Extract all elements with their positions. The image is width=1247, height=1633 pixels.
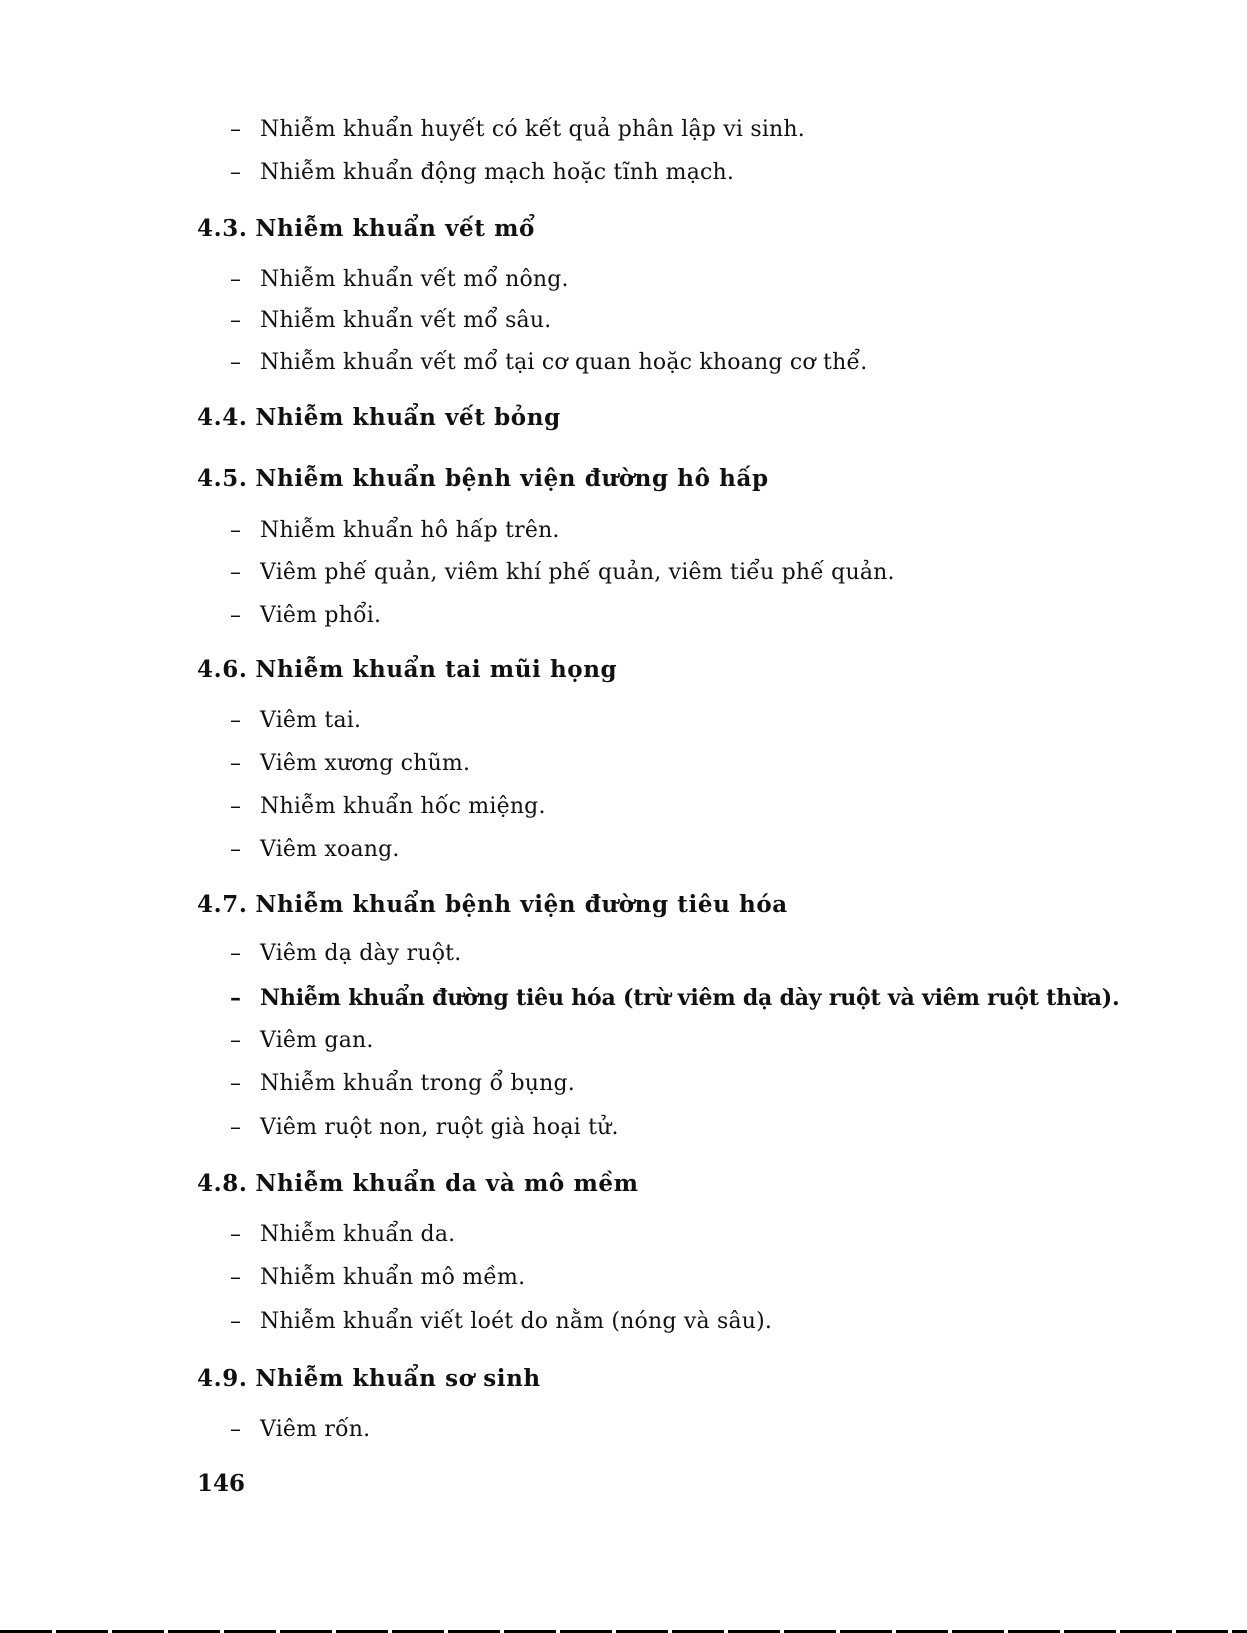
list-dash: – (230, 751, 242, 776)
list-dash: – (230, 1417, 242, 1442)
list-dash: – (230, 1222, 242, 1247)
section-heading (197, 215, 535, 243)
list-item-text: Viêm phổi. (260, 603, 382, 628)
list-item (230, 1417, 370, 1443)
list-item (230, 308, 551, 334)
list-item (230, 1265, 525, 1291)
section-heading (197, 656, 617, 684)
list-item-text: Viêm gan. (260, 1028, 374, 1053)
list-item (230, 603, 381, 629)
list-item (230, 1071, 575, 1097)
list-item-text: Nhiễm khuẩn vết mổ sâu. (260, 308, 552, 333)
section-title: Nhiễm khuẩn vết bỏng (255, 404, 561, 431)
list-item (230, 1115, 619, 1141)
list-dash: – (230, 1309, 242, 1334)
section-title: Nhiễm khuẩn vết mổ (255, 215, 536, 242)
list-item (230, 941, 461, 967)
list-item-text: Nhiễm khuẩn trong ổ bụng. (260, 1071, 575, 1096)
list-item (230, 117, 805, 143)
list-dash: – (230, 350, 242, 375)
list-dash: – (230, 117, 242, 142)
list-dash: – (230, 1115, 242, 1140)
list-item-text: Viêm xoang. (260, 837, 400, 862)
list-dash: – (230, 518, 242, 543)
list-dash: – (230, 560, 242, 585)
list-item-text: Nhiễm khuẩn mô mềm. (260, 1265, 526, 1290)
list-item-text: Viêm rốn. (260, 1417, 371, 1442)
list-item-text: Viêm xương chũm. (260, 751, 471, 776)
page-number: 146 (197, 1470, 246, 1497)
list-dash: – (230, 1028, 242, 1053)
section-title: Nhiễm khuẩn sơ sinh (255, 1365, 541, 1392)
list-item (230, 1222, 455, 1248)
list-dash: – (230, 794, 242, 819)
list-item-text: Viêm tai. (260, 708, 362, 733)
list-item (230, 560, 895, 586)
list-item (230, 837, 400, 863)
list-dash: – (230, 985, 241, 1011)
list-dash: – (230, 308, 242, 333)
list-item-text: Viêm phế quản, viêm khí phế quản, viêm tiểu phế quản. (260, 560, 895, 585)
list-dash: – (230, 941, 242, 966)
list-item-text: Nhiễm khuẩn hô hấp trên. (260, 518, 560, 543)
section-number: 4.5. (197, 465, 248, 492)
list-item-text: Nhiễm khuẩn hốc miệng. (260, 794, 546, 819)
section-title: Nhiễm khuẩn tai mũi họng (255, 656, 618, 683)
section-number: 4.4. (197, 404, 248, 431)
section-number: 4.9. (197, 1365, 248, 1392)
list-item (230, 1028, 374, 1054)
section-title: Nhiễm khuẩn da và mô mềm (255, 1170, 639, 1197)
list-dash: – (230, 708, 242, 733)
list-item-text: Nhiễm khuẩn vết mổ tại cơ quan hoặc khoang cơ thể. (260, 350, 868, 375)
section-title: Nhiễm khuẩn bệnh viện đường hô hấp (255, 465, 769, 492)
list-item-text: Nhiễm khuẩn động mạch hoặc tĩnh mạch. (260, 160, 735, 185)
section-number: 4.8. (197, 1170, 248, 1197)
list-item (230, 1309, 772, 1335)
list-item (230, 751, 470, 777)
section-heading (197, 465, 769, 493)
list-item (230, 350, 867, 376)
section-number: 4.7. (197, 891, 248, 918)
list-dash: – (230, 267, 242, 292)
section-title: Nhiễm khuẩn bệnh viện đường tiêu hóa (255, 891, 788, 918)
section-heading (197, 404, 561, 432)
list-item-text: Nhiễm khuẩn viết loét do nằm (nóng và sâu). (260, 1309, 773, 1334)
list-dash: – (230, 603, 242, 628)
list-item (230, 160, 734, 186)
section-heading (197, 891, 788, 919)
list-item (230, 267, 569, 293)
list-item-text: Nhiễm khuẩn huyết có kết quả phân lập vi sinh. (260, 117, 805, 142)
list-item (230, 985, 1119, 1011)
list-item-text: Viêm ruột non, ruột già hoại tử. (260, 1115, 619, 1140)
list-item (230, 794, 546, 820)
section-number: 4.6. (197, 656, 248, 683)
section-heading (197, 1365, 541, 1393)
list-item-text: Nhiễm khuẩn đường tiêu hóa (trừ viêm dạ dày ruột và viêm ruột thừa). (260, 985, 1120, 1011)
list-item (230, 708, 361, 734)
list-item-text: Nhiễm khuẩn vết mổ nông. (260, 267, 569, 292)
list-item-text: Nhiễm khuẩn da. (260, 1222, 456, 1247)
list-dash: – (230, 160, 242, 185)
list-dash: – (230, 837, 242, 862)
list-item (230, 518, 560, 544)
section-heading (197, 1170, 639, 1198)
list-dash: – (230, 1071, 242, 1096)
list-dash: – (230, 1265, 242, 1290)
list-item-text: Viêm dạ dày ruột. (260, 941, 462, 966)
section-number: 4.3. (197, 215, 248, 242)
